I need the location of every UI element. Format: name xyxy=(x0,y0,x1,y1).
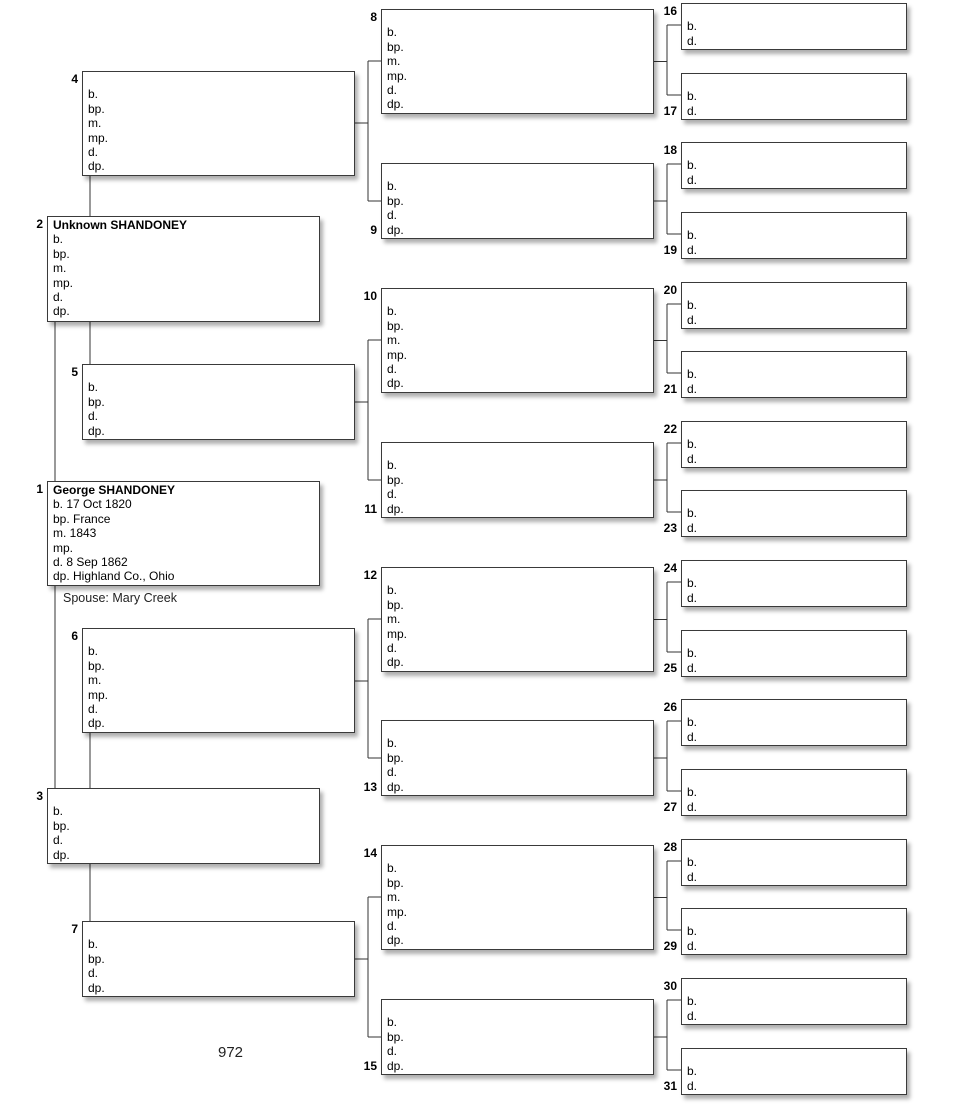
person-name xyxy=(687,75,906,89)
person-name xyxy=(687,562,906,576)
person-field: dp. xyxy=(88,159,105,174)
person-field: b. xyxy=(387,1015,398,1030)
person-box-28 xyxy=(681,839,907,886)
person-field: dp. xyxy=(387,655,404,670)
person-field: b. xyxy=(53,804,64,819)
person-field: m. xyxy=(53,261,67,276)
person-number: 25 xyxy=(663,661,677,675)
person-field: b. xyxy=(387,179,398,194)
person-box-26 xyxy=(681,699,907,746)
person-field: d. xyxy=(387,362,398,377)
person-field: b. xyxy=(687,576,698,591)
person-field: dp. xyxy=(387,222,404,237)
person-field: b. xyxy=(687,924,698,939)
person-name xyxy=(687,423,906,437)
person-field: d. xyxy=(387,765,398,780)
person-number: 15 xyxy=(363,1059,377,1073)
person-name xyxy=(387,722,653,736)
person-field: dp. xyxy=(387,779,404,794)
person-field: mp. xyxy=(88,687,109,702)
person-field: d. 8 Sep 1862 xyxy=(53,555,128,570)
person-number: 14 xyxy=(363,846,377,860)
person-field: b. xyxy=(387,304,398,319)
person-name xyxy=(88,73,354,87)
person-field: mp. xyxy=(53,275,74,290)
person-box-30 xyxy=(681,978,907,1025)
person-name: George SHANDONEY xyxy=(53,483,176,497)
person-field: d. xyxy=(687,33,698,48)
person-field: d. xyxy=(687,172,698,187)
person-box-15 xyxy=(381,999,654,1075)
person-name xyxy=(387,444,653,458)
person-field: d. xyxy=(387,208,398,223)
person-box-22 xyxy=(681,421,907,468)
person-name xyxy=(387,11,653,25)
person-box-12 xyxy=(381,567,654,672)
person-field: b. xyxy=(687,715,698,730)
person-name xyxy=(88,923,354,937)
person-name xyxy=(88,366,354,380)
person-field: m. xyxy=(88,116,102,131)
person-box-21 xyxy=(681,351,907,398)
person-box-9 xyxy=(381,163,654,239)
person-box-2 xyxy=(47,216,320,322)
person-name xyxy=(687,214,906,228)
person-name xyxy=(687,492,906,506)
person-field: d. xyxy=(53,833,64,848)
person-field: d. xyxy=(53,290,64,305)
person-field: b. xyxy=(387,458,398,473)
person-number: 8 xyxy=(370,10,377,24)
person-field: m. xyxy=(387,54,401,69)
person-field: d. xyxy=(387,641,398,656)
person-name xyxy=(387,1001,653,1015)
person-field: d. xyxy=(687,799,698,814)
person-box-20 xyxy=(681,282,907,329)
person-field: dp. xyxy=(387,933,404,948)
person-number: 12 xyxy=(363,568,377,582)
person-box-25 xyxy=(681,630,907,677)
person-field: d. xyxy=(687,660,698,675)
person-field: m. xyxy=(88,673,102,688)
person-field: mp. xyxy=(53,540,74,555)
person-field: bp. xyxy=(387,472,404,487)
person-box-17 xyxy=(681,73,907,120)
person-number: 18 xyxy=(663,143,677,157)
person-name xyxy=(53,790,319,804)
person-field: mp. xyxy=(88,130,109,145)
person-field: bp. xyxy=(387,875,404,890)
person-field: mp. xyxy=(387,904,408,919)
person-number: 4 xyxy=(71,72,78,86)
person-box-29 xyxy=(681,908,907,955)
person-field: b. 17 Oct 1820 xyxy=(53,497,132,512)
person-field: bp. xyxy=(387,1029,404,1044)
person-field: d. xyxy=(687,242,698,257)
person-field: b. xyxy=(687,19,698,34)
person-field: b. xyxy=(687,1064,698,1079)
person-field: b. xyxy=(687,228,698,243)
person-field: bp. France xyxy=(53,511,111,526)
person-box-11 xyxy=(381,442,654,518)
person-field: d. xyxy=(687,381,698,396)
person-name xyxy=(687,841,906,855)
person-box-10 xyxy=(381,288,654,393)
person-field: bp. xyxy=(53,246,70,261)
person-name xyxy=(687,771,906,785)
person-field: d. xyxy=(687,103,698,118)
person-field: b. xyxy=(88,380,99,395)
person-field: bp. xyxy=(387,193,404,208)
person-number: 3 xyxy=(36,789,43,803)
person-field: dp. xyxy=(53,847,70,862)
person-field: b. xyxy=(387,583,398,598)
person-field: b. xyxy=(687,298,698,313)
person-number: 10 xyxy=(363,289,377,303)
person-name xyxy=(387,847,653,861)
person-name xyxy=(687,353,906,367)
person-field: b. xyxy=(88,937,99,952)
person-field: mp. xyxy=(387,626,408,641)
person-number: 11 xyxy=(364,502,377,516)
person-field: mp. xyxy=(387,347,408,362)
person-field: dp. xyxy=(387,97,404,112)
person-field: b. xyxy=(687,89,698,104)
person-field: dp. xyxy=(53,304,70,319)
page-number: 972 xyxy=(218,1044,244,1061)
person-field: b. xyxy=(687,646,698,661)
person-name xyxy=(88,630,354,644)
person-name xyxy=(687,144,906,158)
person-field: b. xyxy=(687,855,698,870)
person-number: 27 xyxy=(663,800,677,814)
person-field: m. 1843 xyxy=(53,526,97,541)
person-field: dp. xyxy=(387,1058,404,1073)
person-box-14 xyxy=(381,845,654,950)
person-number: 29 xyxy=(663,939,677,953)
person-field: d. xyxy=(687,1078,698,1093)
person-number: 20 xyxy=(663,283,677,297)
person-field: d. xyxy=(687,451,698,466)
person-box-5 xyxy=(82,364,355,440)
person-field: dp. xyxy=(387,376,404,391)
person-box-16 xyxy=(681,3,907,50)
person-field: bp. xyxy=(53,818,70,833)
person-number: 2 xyxy=(36,217,43,231)
person-field: d. xyxy=(687,729,698,744)
person-name xyxy=(687,701,906,715)
person-field: bp. xyxy=(88,394,105,409)
person-name xyxy=(687,5,906,19)
person-box-13 xyxy=(381,720,654,796)
person-number: 22 xyxy=(663,422,677,436)
person-field: d. xyxy=(387,83,398,98)
person-box-7 xyxy=(82,921,355,997)
person-field: d. xyxy=(687,590,698,605)
person-field: b. xyxy=(387,25,398,40)
spouse-label: Spouse: xyxy=(63,591,109,605)
person-number: 24 xyxy=(663,561,677,575)
person-name xyxy=(687,284,906,298)
person-field: dp. Highland Co., Ohio xyxy=(53,569,175,584)
person-field: d. xyxy=(687,938,698,953)
person-box-4 xyxy=(82,71,355,176)
person-field: dp. xyxy=(88,980,105,995)
person-field: bp. xyxy=(387,597,404,612)
person-name xyxy=(387,569,653,583)
person-field: b. xyxy=(387,861,398,876)
person-field: bp. xyxy=(387,318,404,333)
person-name xyxy=(687,632,906,646)
person-field: b. xyxy=(687,158,698,173)
person-number: 21 xyxy=(663,382,677,396)
person-field: bp. xyxy=(387,750,404,765)
person-box-6 xyxy=(82,628,355,733)
person-field: bp. xyxy=(88,101,105,116)
person-number: 7 xyxy=(71,922,78,936)
person-box-31 xyxy=(681,1048,907,1095)
person-number: 19 xyxy=(663,243,677,257)
person-field: b. xyxy=(687,437,698,452)
person-field: b. xyxy=(53,232,64,247)
person-field: d. xyxy=(387,487,398,502)
person-box-18 xyxy=(681,142,907,189)
person-field: dp. xyxy=(88,716,105,731)
person-box-24 xyxy=(681,560,907,607)
person-name xyxy=(687,1050,906,1064)
spouse-line xyxy=(63,591,177,605)
person-box-27 xyxy=(681,769,907,816)
person-field: d. xyxy=(88,409,99,424)
person-field: b. xyxy=(687,506,698,521)
person-box-8 xyxy=(381,9,654,114)
person-name xyxy=(387,290,653,304)
person-field: dp. xyxy=(88,423,105,438)
person-name: Unknown SHANDONEY xyxy=(53,218,188,232)
person-field: d. xyxy=(687,312,698,327)
person-number: 23 xyxy=(663,521,677,535)
person-field: d. xyxy=(88,145,99,160)
person-field: d. xyxy=(387,1044,398,1059)
person-field: b. xyxy=(687,785,698,800)
person-field: bp. xyxy=(387,39,404,54)
person-field: bp. xyxy=(88,658,105,673)
person-field: d. xyxy=(88,966,99,981)
person-field: m. xyxy=(387,612,401,627)
person-number: 17 xyxy=(663,104,677,118)
person-number: 6 xyxy=(71,629,78,643)
person-number: 28 xyxy=(663,840,677,854)
person-name xyxy=(687,980,906,994)
person-field: b. xyxy=(387,736,398,751)
person-field: d. xyxy=(387,919,398,934)
person-number: 31 xyxy=(663,1079,677,1093)
person-box-19 xyxy=(681,212,907,259)
person-number: 9 xyxy=(370,223,377,237)
person-field: dp. xyxy=(387,501,404,516)
person-number: 16 xyxy=(663,4,677,18)
person-field: d. xyxy=(88,702,99,717)
spouse-name: Mary Creek xyxy=(112,591,177,605)
person-box-3 xyxy=(47,788,320,864)
person-number: 13 xyxy=(363,780,377,794)
person-field: b. xyxy=(88,87,99,102)
person-field: m. xyxy=(387,333,401,348)
person-box-1 xyxy=(47,481,320,586)
person-field: bp. xyxy=(88,951,105,966)
person-number: 5 xyxy=(71,365,78,379)
person-field: d. xyxy=(687,520,698,535)
person-name xyxy=(687,910,906,924)
person-field: b. xyxy=(88,644,99,659)
person-field: d. xyxy=(687,869,698,884)
person-field: d. xyxy=(687,1008,698,1023)
person-field: b. xyxy=(687,994,698,1009)
person-field: m. xyxy=(387,890,401,905)
person-field: b. xyxy=(687,367,698,382)
person-name xyxy=(387,165,653,179)
person-number: 30 xyxy=(663,979,677,993)
person-field: mp. xyxy=(387,68,408,83)
person-number: 26 xyxy=(663,700,677,714)
person-box-23 xyxy=(681,490,907,537)
person-number: 1 xyxy=(36,482,43,496)
